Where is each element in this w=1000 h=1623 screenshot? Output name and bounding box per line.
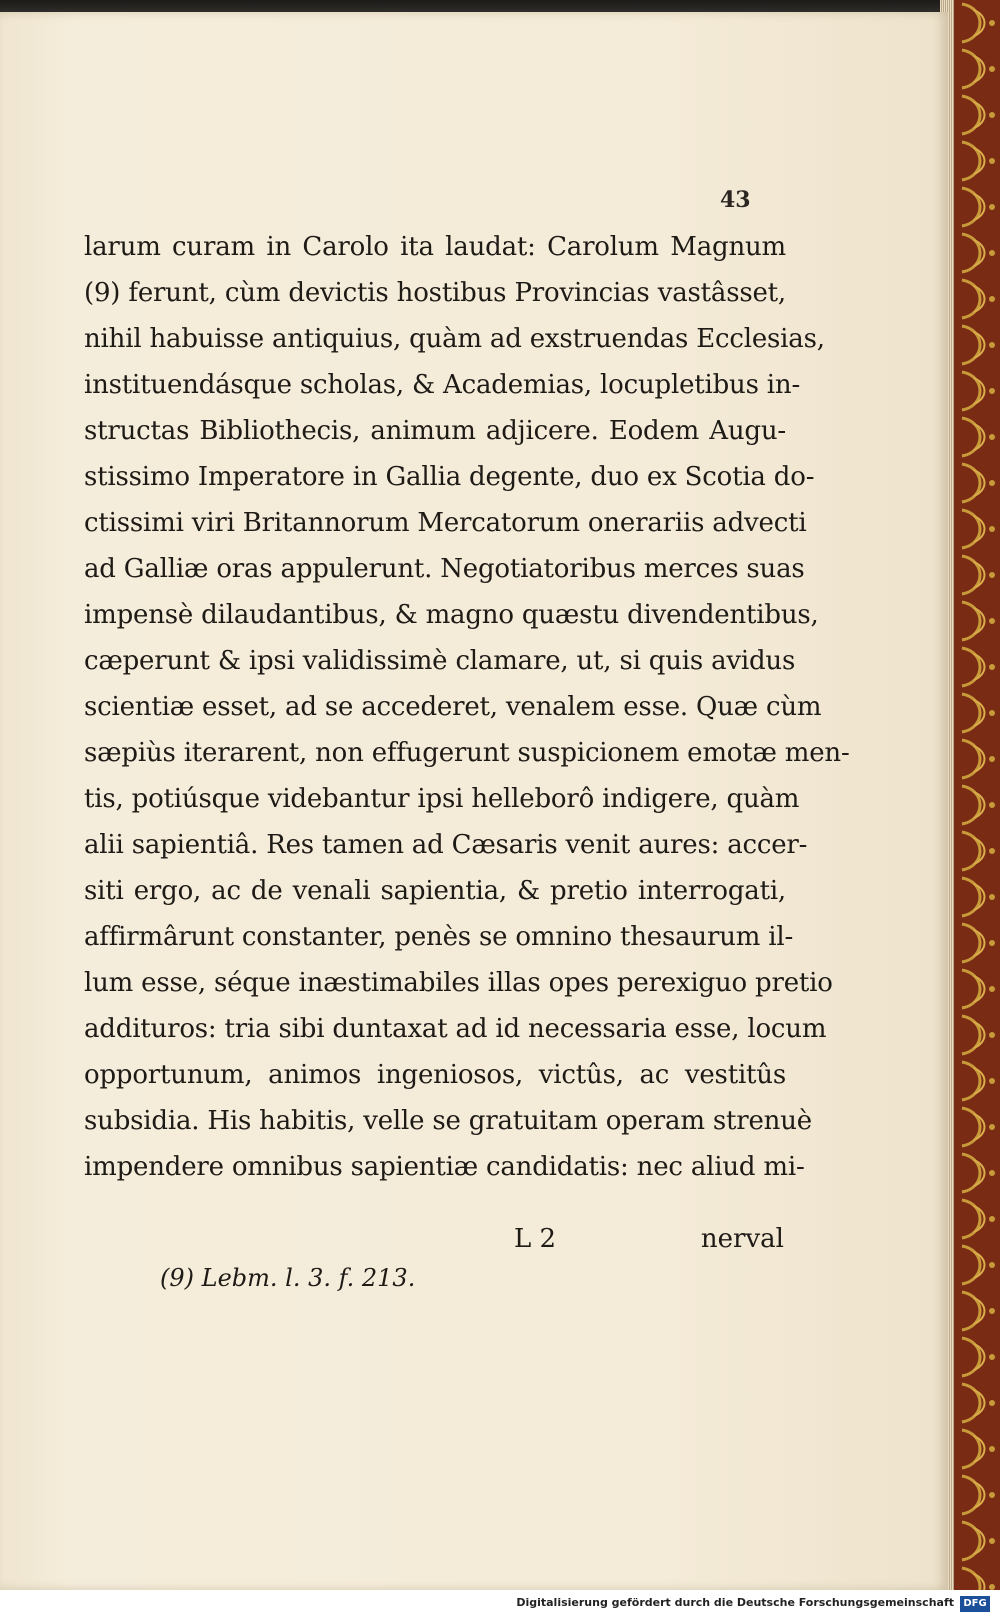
- text-line: lum esse, séque inæstimabiles illas opes perexiguo pretio: [84, 968, 833, 998]
- text-line: stissimo Imperatore in Gallia degente, duo ex Scotia do-: [84, 462, 815, 492]
- text-line: ctissimi viri Britannorum Mercatorum onerariis advecti: [84, 508, 807, 538]
- book-cover-decoration: [952, 0, 1000, 1590]
- text-line: addituros: tria sibi duntaxat ad id necessaria esse, locum: [84, 1014, 827, 1044]
- footnote: (9) Lebm. l. 3. f. 213.: [160, 1264, 416, 1292]
- page-number: 43: [720, 187, 751, 213]
- body-text: [84, 224, 850, 1190]
- text-line: structas Bibliothecis, animum adjicere. Eodem Augu-: [84, 416, 786, 446]
- signature-mark: L 2: [514, 1224, 557, 1254]
- text-line: nihil habuisse antiquius, quàm ad exstruendas Ecclesias,: [84, 324, 825, 354]
- catchword: nerval: [700, 1224, 784, 1254]
- text-line: impensè dilaudantibus, & magno quæstu divendentibus,: [84, 600, 819, 630]
- text-line: ad Galliæ oras appulerunt. Negotiatoribus merces suas: [84, 554, 805, 584]
- text-line: larum curam in Carolo ita laudat: Carolum Magnum: [84, 232, 786, 262]
- book-page: [0, 12, 948, 1590]
- funding-credit: Digitalisierung gefördert durch die Deutsche Forschungsgemeinschaft: [516, 1596, 954, 1609]
- text-line: opportunum, animos ingeniosos, victûs, ac vestitûs: [84, 1060, 786, 1090]
- catchline-row: [84, 1224, 786, 1264]
- text-line: alii sapientiâ. Res tamen ad Cæsaris venit aures: accer-: [84, 830, 808, 860]
- digitization-footer: [0, 1590, 1000, 1623]
- text-line: siti ergo, ac de venali sapientia, & pretio interrogati,: [84, 876, 786, 906]
- text-line: cæperunt & ipsi validissimè clamare, ut, si quis avidus: [84, 646, 796, 676]
- text-line: tis, potiúsque videbantur ipsi helleborô indigere, quàm: [84, 784, 800, 814]
- text-line: sæpiùs iterarent, non effugerunt suspicionem emotæ men-: [84, 738, 850, 768]
- text-line: instituendásque scholas, & Academias, locupletibus in-: [84, 370, 801, 400]
- dfg-logo: DFG: [960, 1596, 990, 1612]
- text-line: subsidia. His habitis, velle se gratuitam operam strenuè: [84, 1106, 812, 1136]
- text-line: scientiæ esset, ad se accederet, venalem esse. Quæ cùm: [84, 692, 822, 722]
- text-line: affirmârunt constanter, penès se omnino thesaurum il-: [84, 922, 794, 952]
- ornament-pattern: [952, 0, 1000, 1590]
- text-line: (9) ferunt, cùm devictis hostibus Provincias vastâsset,: [84, 278, 786, 308]
- text-line: impendere omnibus sapientiæ candidatis: nec aliud mi-: [84, 1152, 805, 1182]
